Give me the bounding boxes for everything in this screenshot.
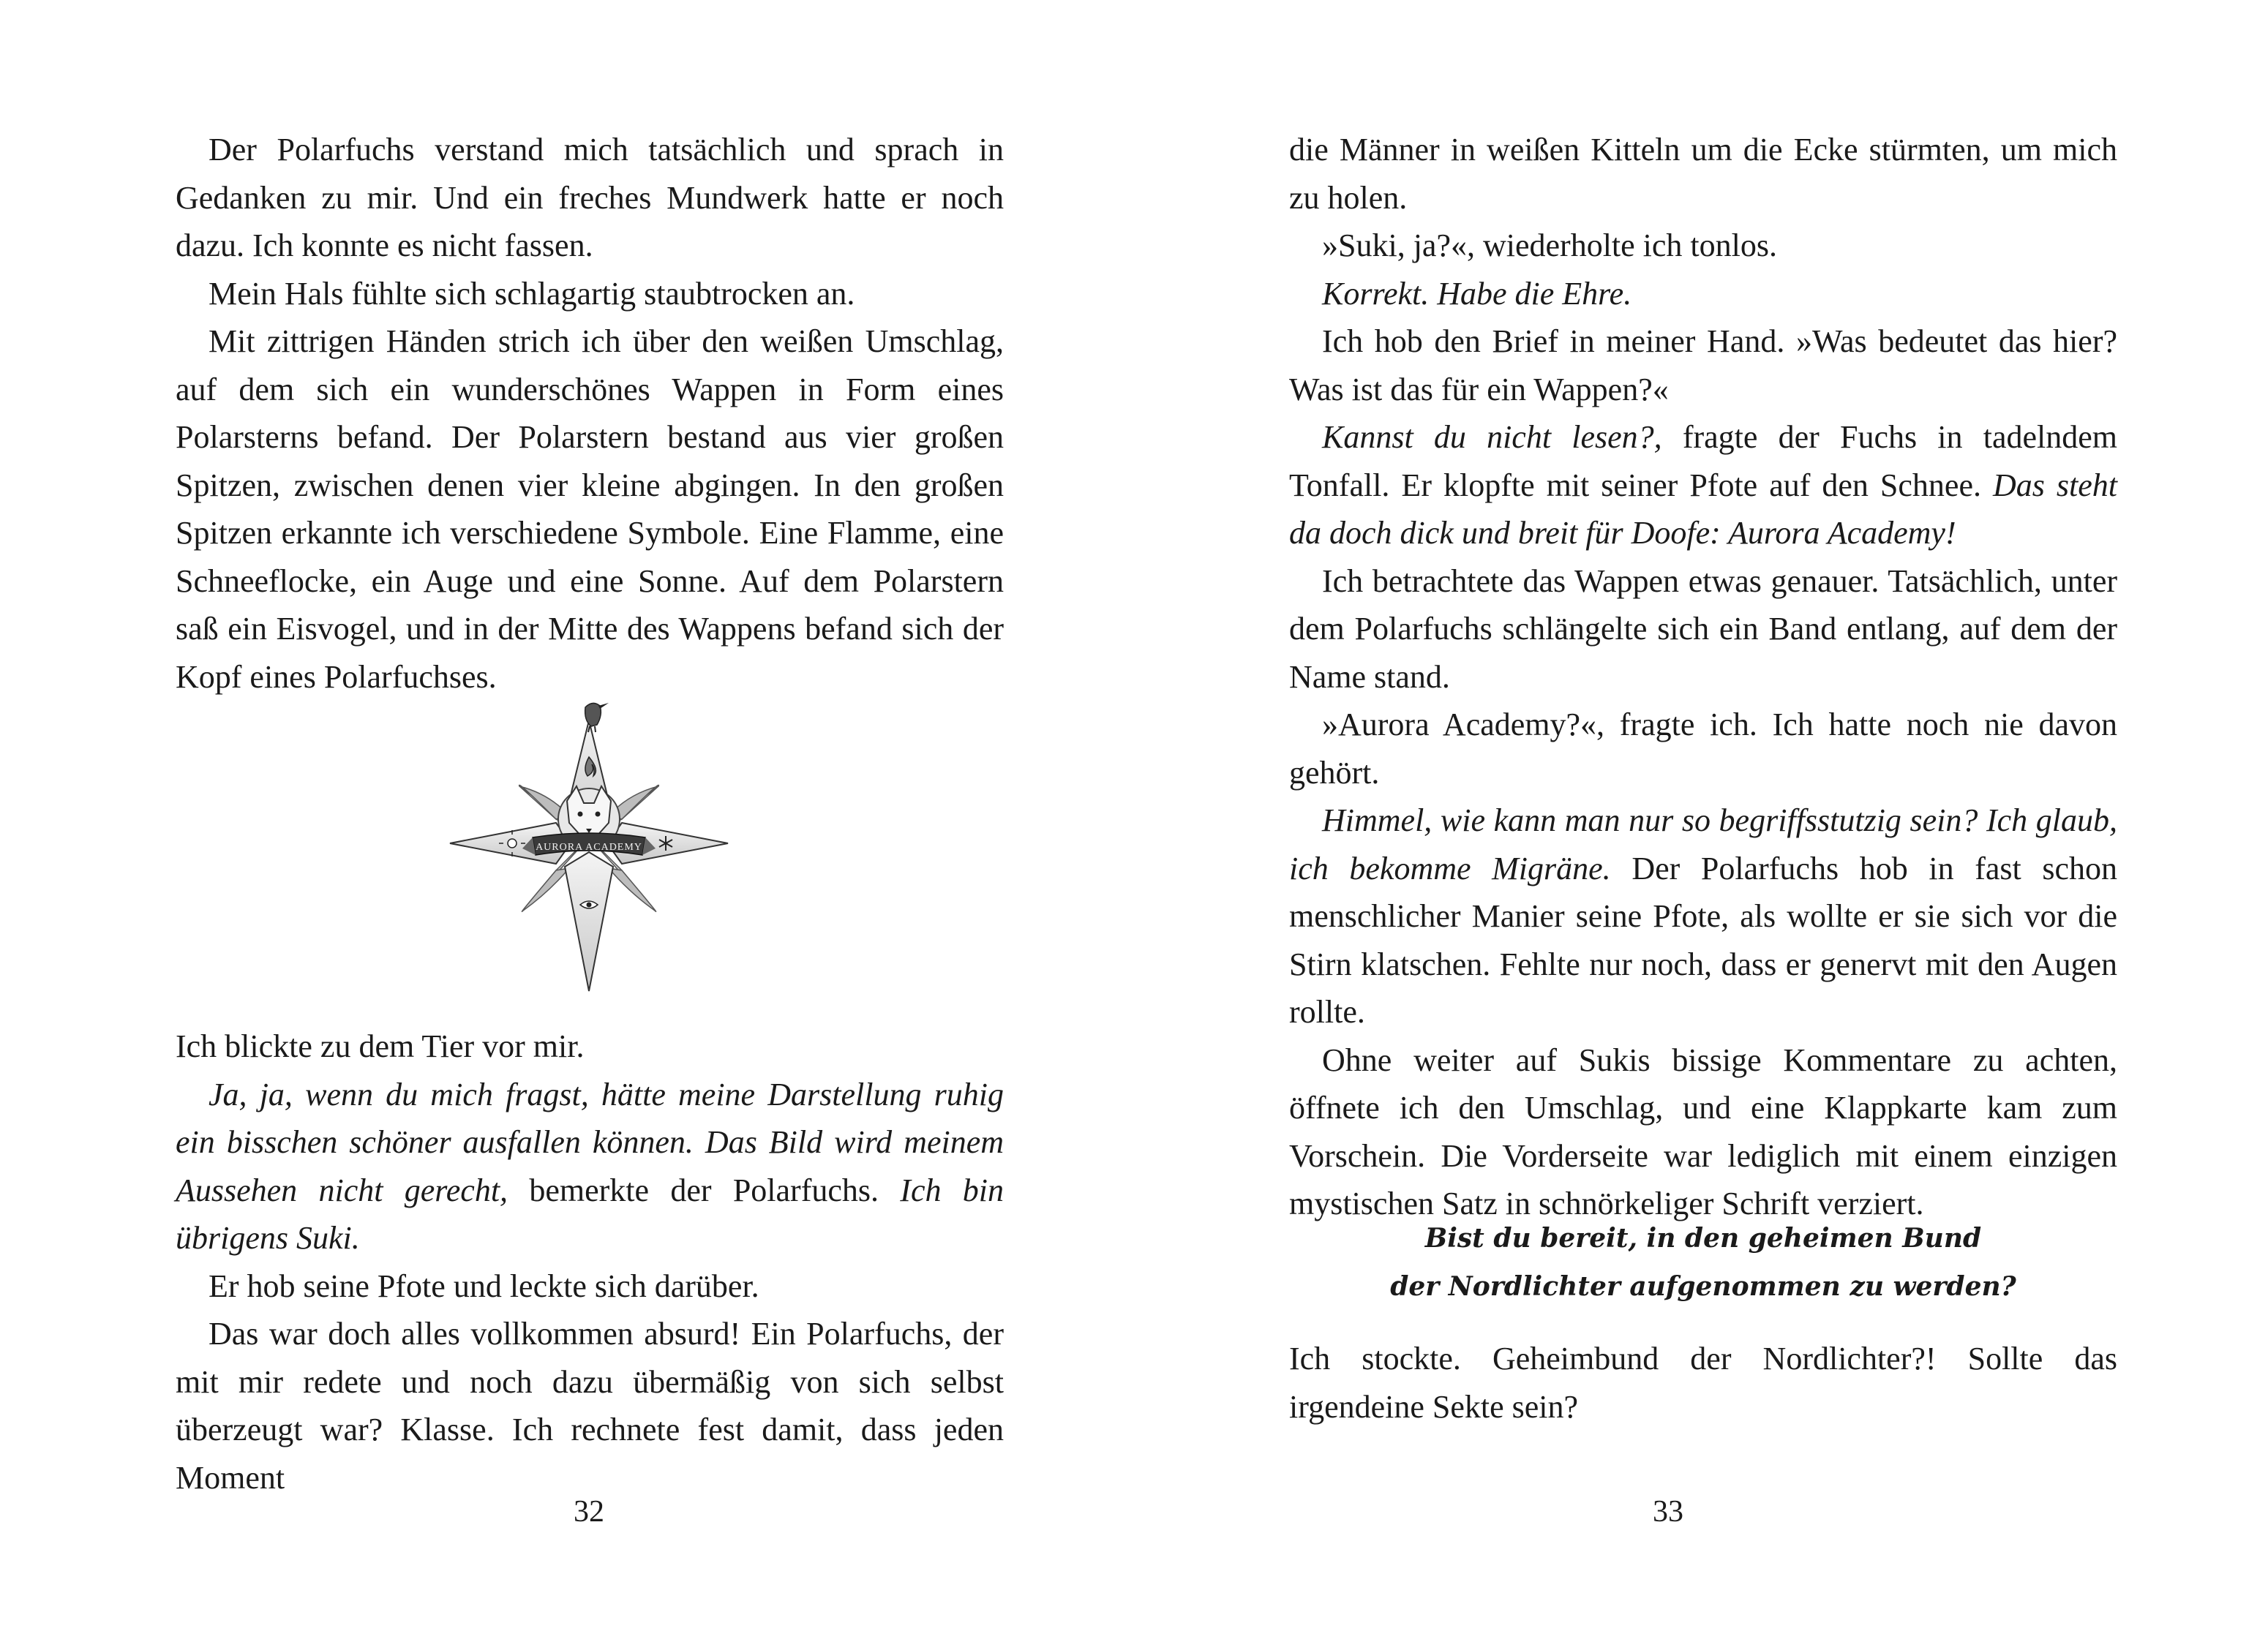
paragraph <box>176 126 1004 270</box>
banner-text: AURORA ACADEMY <box>536 842 642 853</box>
paragraph <box>176 1262 1004 1311</box>
text-segment: »Suki, ja?«, wiederholte ich tonlos. <box>1322 227 1777 263</box>
page-number: 32 <box>574 1495 604 1529</box>
text-segment: die Männer in weißen Kitteln um die Ecke stürmten, um mich zu holen. <box>1289 132 2117 216</box>
italic-text: Ich bin übrigens Suki. <box>176 1172 1004 1256</box>
name-banner <box>522 833 656 855</box>
right-page <box>1134 0 2268 1642</box>
text-segment: Ich hob den Brief in meiner Hand. »Was bedeutet das hier? Was ist das für ein Wappen?« <box>1289 323 2117 407</box>
paragraph <box>176 1071 1004 1262</box>
paragraph <box>1289 557 2117 701</box>
kingfisher-icon <box>585 703 609 732</box>
paragraph <box>1289 270 2117 318</box>
paragraph <box>1289 317 2117 413</box>
paragraph <box>1289 222 2117 270</box>
paragraph <box>1289 1335 2117 1431</box>
text-segment: Mit zittrigen Händen strich ich über den weißen Umschlag, auf dem sich ein wunderschönes Wappen in Form eines Polarsterns befand. Der Polarstern bestand aus vier großen Spitzen, zwischen denen vier kleine abgingen. In den großen Spitzen erkannte ich verschiedene Symbole. Eine Flamme, eine Schneeflocke, ein Auge und eine Sonne. Auf dem Polarstern saß ein Eisvogel, und in der Mitte des Wappens befand sich der Kopf eines Polarfuchses. <box>176 323 1004 695</box>
motto-line: Bist du bereit, in den geheimen Bund <box>1424 1223 1982 1254</box>
text-segment: »Aurora Academy?«, fragte ich. Ich hatte noch nie davon gehört. <box>1289 707 2117 791</box>
text-segment: Der Polarfuchs hob in fast schon menschlicher Manier seine Pfote, als wollte er sie sich vor die Stirn klatschen. Fehlte nur noch, dass er genervt mit den Augen rollte. <box>1289 850 2118 1030</box>
text-segment: Ich betrachtete das Wappen etwas genauer. Tatsächlich, unter dem Polarfuchs schlängelte sich ein Band entlang, auf dem der Name stand. <box>1289 562 2117 695</box>
paragraph <box>1289 796 2117 1036</box>
paragraph <box>176 317 1004 701</box>
text-segment: Ich blickte zu dem Tier vor mir. <box>176 1028 585 1064</box>
right-bottom-text <box>1289 1335 2117 1431</box>
left-bottom-text <box>176 1023 1004 1502</box>
text-segment: Ohne weiter auf Sukis bissige Kommentare zu achten, öffnete ich den Umschlag, und eine Klappkarte kam zum Vorschein. Die Vorderseite war lediglich mit einem einzigen mystischen Satz in schnörkeliger Schrift verziert. <box>1289 1042 2117 1221</box>
paragraph <box>1289 413 2117 557</box>
italic-text: Korrekt. Habe die Ehre. <box>1322 275 1632 312</box>
italic-text: Das steht da doch dick und breit für Doofe: Aurora Academy! <box>1289 467 2118 551</box>
italic-text: Himmel, wie kann man nur so begriffsstutzig sein? Ich glaub, ich bekomme Migräne. <box>1289 802 2117 886</box>
paragraph <box>1289 126 2117 222</box>
page-number: 33 <box>1653 1495 1683 1529</box>
text-segment: Er hob seine Pfote und leckte sich darüber. <box>209 1268 759 1304</box>
motto-text <box>1289 1214 2117 1311</box>
italic-text: Kannst du nicht lesen?, <box>1322 419 1662 455</box>
text-segment: fragte der Fuchs in tadelndem Tonfall. Er klopfte mit seiner Pfote auf den Schnee. <box>1289 419 2117 503</box>
text-segment: Der Polarfuchs verstand mich tatsächlich und sprach in Gedanken zu mir. Und ein freches Mundwerk hatte er noch dazu. Ich konnte es nicht fassen. <box>176 132 1004 263</box>
right-top-text <box>1289 126 2117 1228</box>
aurora-academy-emblem <box>446 698 732 998</box>
paragraph <box>176 270 1004 318</box>
italic-text: Ja, ja, wenn du mich fragst, hätte meine Darstellung ruhig ein bisschen schöner ausfallen können. Das Bild wird meinem Aussehen nicht gerecht, <box>176 1076 1004 1208</box>
left-top-text <box>176 126 1004 701</box>
text-segment: bemerkte der Polarfuchs. <box>508 1172 901 1208</box>
paragraph <box>176 1023 1004 1071</box>
text-segment: Das war doch alles vollkommen absurd! Ein Polarfuchs, der mit mir redete und noch dazu übermäßig von sich selbst überzeugt war? Klasse. Ich rechnete fest damit, dass jeden Moment <box>176 1316 1004 1496</box>
paragraph <box>1289 1036 2117 1228</box>
paragraph <box>1289 701 2117 796</box>
text-segment: Mein Hals fühlte sich schlagartig staubtrocken an. <box>209 275 855 312</box>
paragraph <box>176 1310 1004 1502</box>
text-segment: Ich stockte. Geheimbund der Nordlichter?! Sollte das irgendeine Sekte sein? <box>1289 1341 2117 1425</box>
motto-line: der Nordlichter aufgenommen zu werden? <box>1390 1271 2016 1302</box>
